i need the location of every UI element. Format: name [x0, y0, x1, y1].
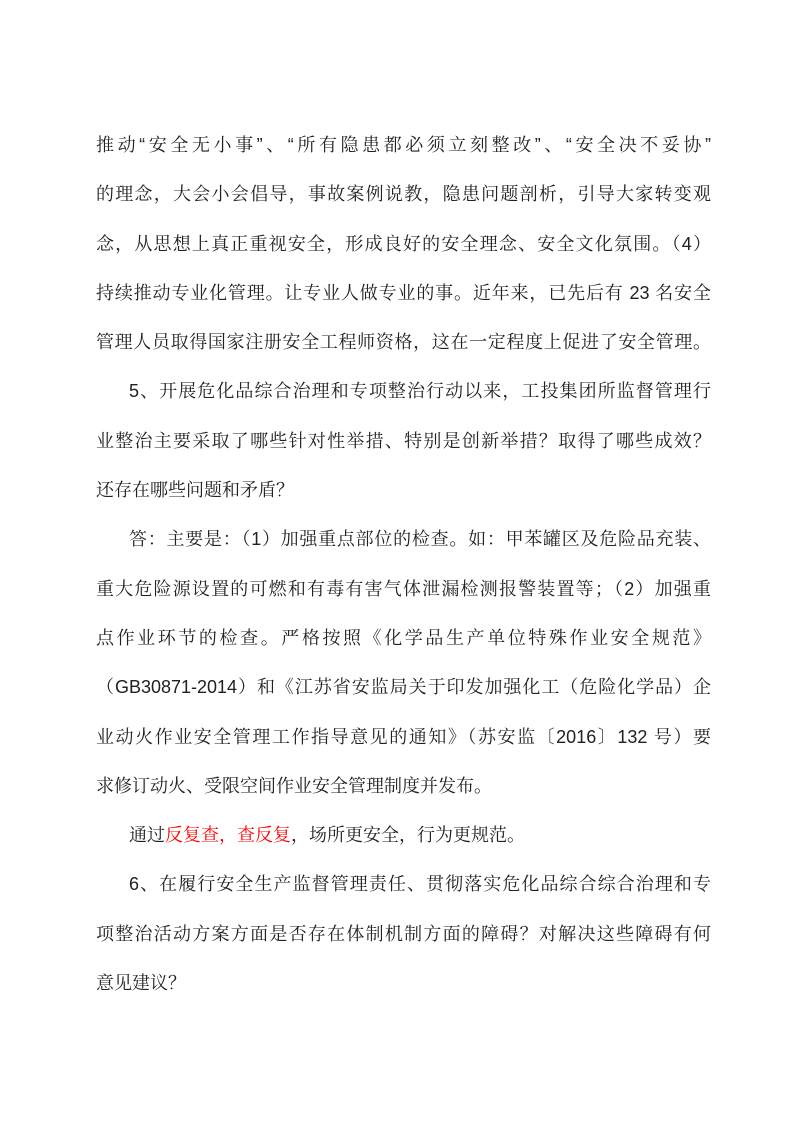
text-line [96, 910, 711, 959]
text-segment: 业动火作业安全管理工作指导意见的通知》（苏安监〔2016〕132 号）要 [96, 726, 711, 747]
document-content [96, 121, 711, 1008]
text-segment: 项整治活动方案方面是否存在体制机制方面的障碍？对解决这些障碍有何 [96, 923, 711, 944]
text-line [96, 318, 711, 367]
text-segment: 持续推动专业化管理。让专业人做专业的事。近年来，已先后有 23 名安全 [96, 282, 711, 303]
text-line [96, 565, 711, 614]
text-line [96, 713, 711, 762]
text-line [96, 663, 711, 712]
text-line [96, 811, 711, 860]
text-line [96, 417, 711, 466]
text-segment: 推动“安全无小事”、“所有隐患都必须立刻整改”、“安全决不妥协” [96, 135, 711, 155]
text-line [96, 220, 711, 269]
text-segment: 管理人员取得国家注册安全工程师资格，这在一定程度上促进了安全管理。 [96, 332, 711, 353]
text-segment: 念，从思想上真正重视安全，形成良好的安全理念、安全文化氛围。（4） [96, 233, 711, 254]
text-line [96, 515, 711, 564]
text-segment: 重大危险源设置的可燃和有毒有害气体泄漏检测报警装置等；（2）加强重 [96, 578, 711, 599]
text-segment: 答：主要是：（1）加强重点部位的检查。如：甲苯罐区及危险品充装、 [129, 529, 711, 550]
text-segment: （GB30871-2014）和《江苏省安监局关于印发加强化工（危险化学品）企 [96, 677, 711, 698]
text-line [96, 860, 711, 909]
text-segment: ，场所更安全，行为更规范。 [291, 825, 525, 846]
text-line [96, 466, 711, 515]
text-line [96, 367, 711, 416]
text-line [96, 121, 711, 170]
text-segment: 的理念，大会小会倡导，事故案例说教，隐患问题剖析，引导大家转变观 [96, 184, 711, 205]
highlighted-text: 反复查，查反复 [165, 825, 291, 846]
text-segment: 点作业环节的检查。严格按照《化学品生产单位特殊作业安全规范》 [96, 627, 711, 648]
text-line [96, 170, 711, 219]
text-line [96, 762, 711, 811]
text-line [96, 269, 711, 318]
text-segment: 5、开展危化品综合治理和专项整治行动以来，工投集团所监督管理行 [129, 381, 711, 402]
text-segment: 求修订动火、受限空间作业安全管理制度并发布。 [96, 775, 492, 796]
text-segment: 6、在履行安全生产监督管理责任、贯彻落实危化品综合综合治理和专 [129, 874, 711, 895]
text-segment: 业整治主要采取了哪些针对性举措、特别是创新举措？取得了哪些成效？ [96, 430, 711, 451]
text-segment: 意见建议？ [96, 973, 186, 994]
text-line [96, 959, 711, 1008]
text-line [96, 614, 711, 663]
text-segment: 还存在哪些问题和矛盾？ [96, 480, 294, 501]
text-segment: 通过 [129, 825, 165, 846]
